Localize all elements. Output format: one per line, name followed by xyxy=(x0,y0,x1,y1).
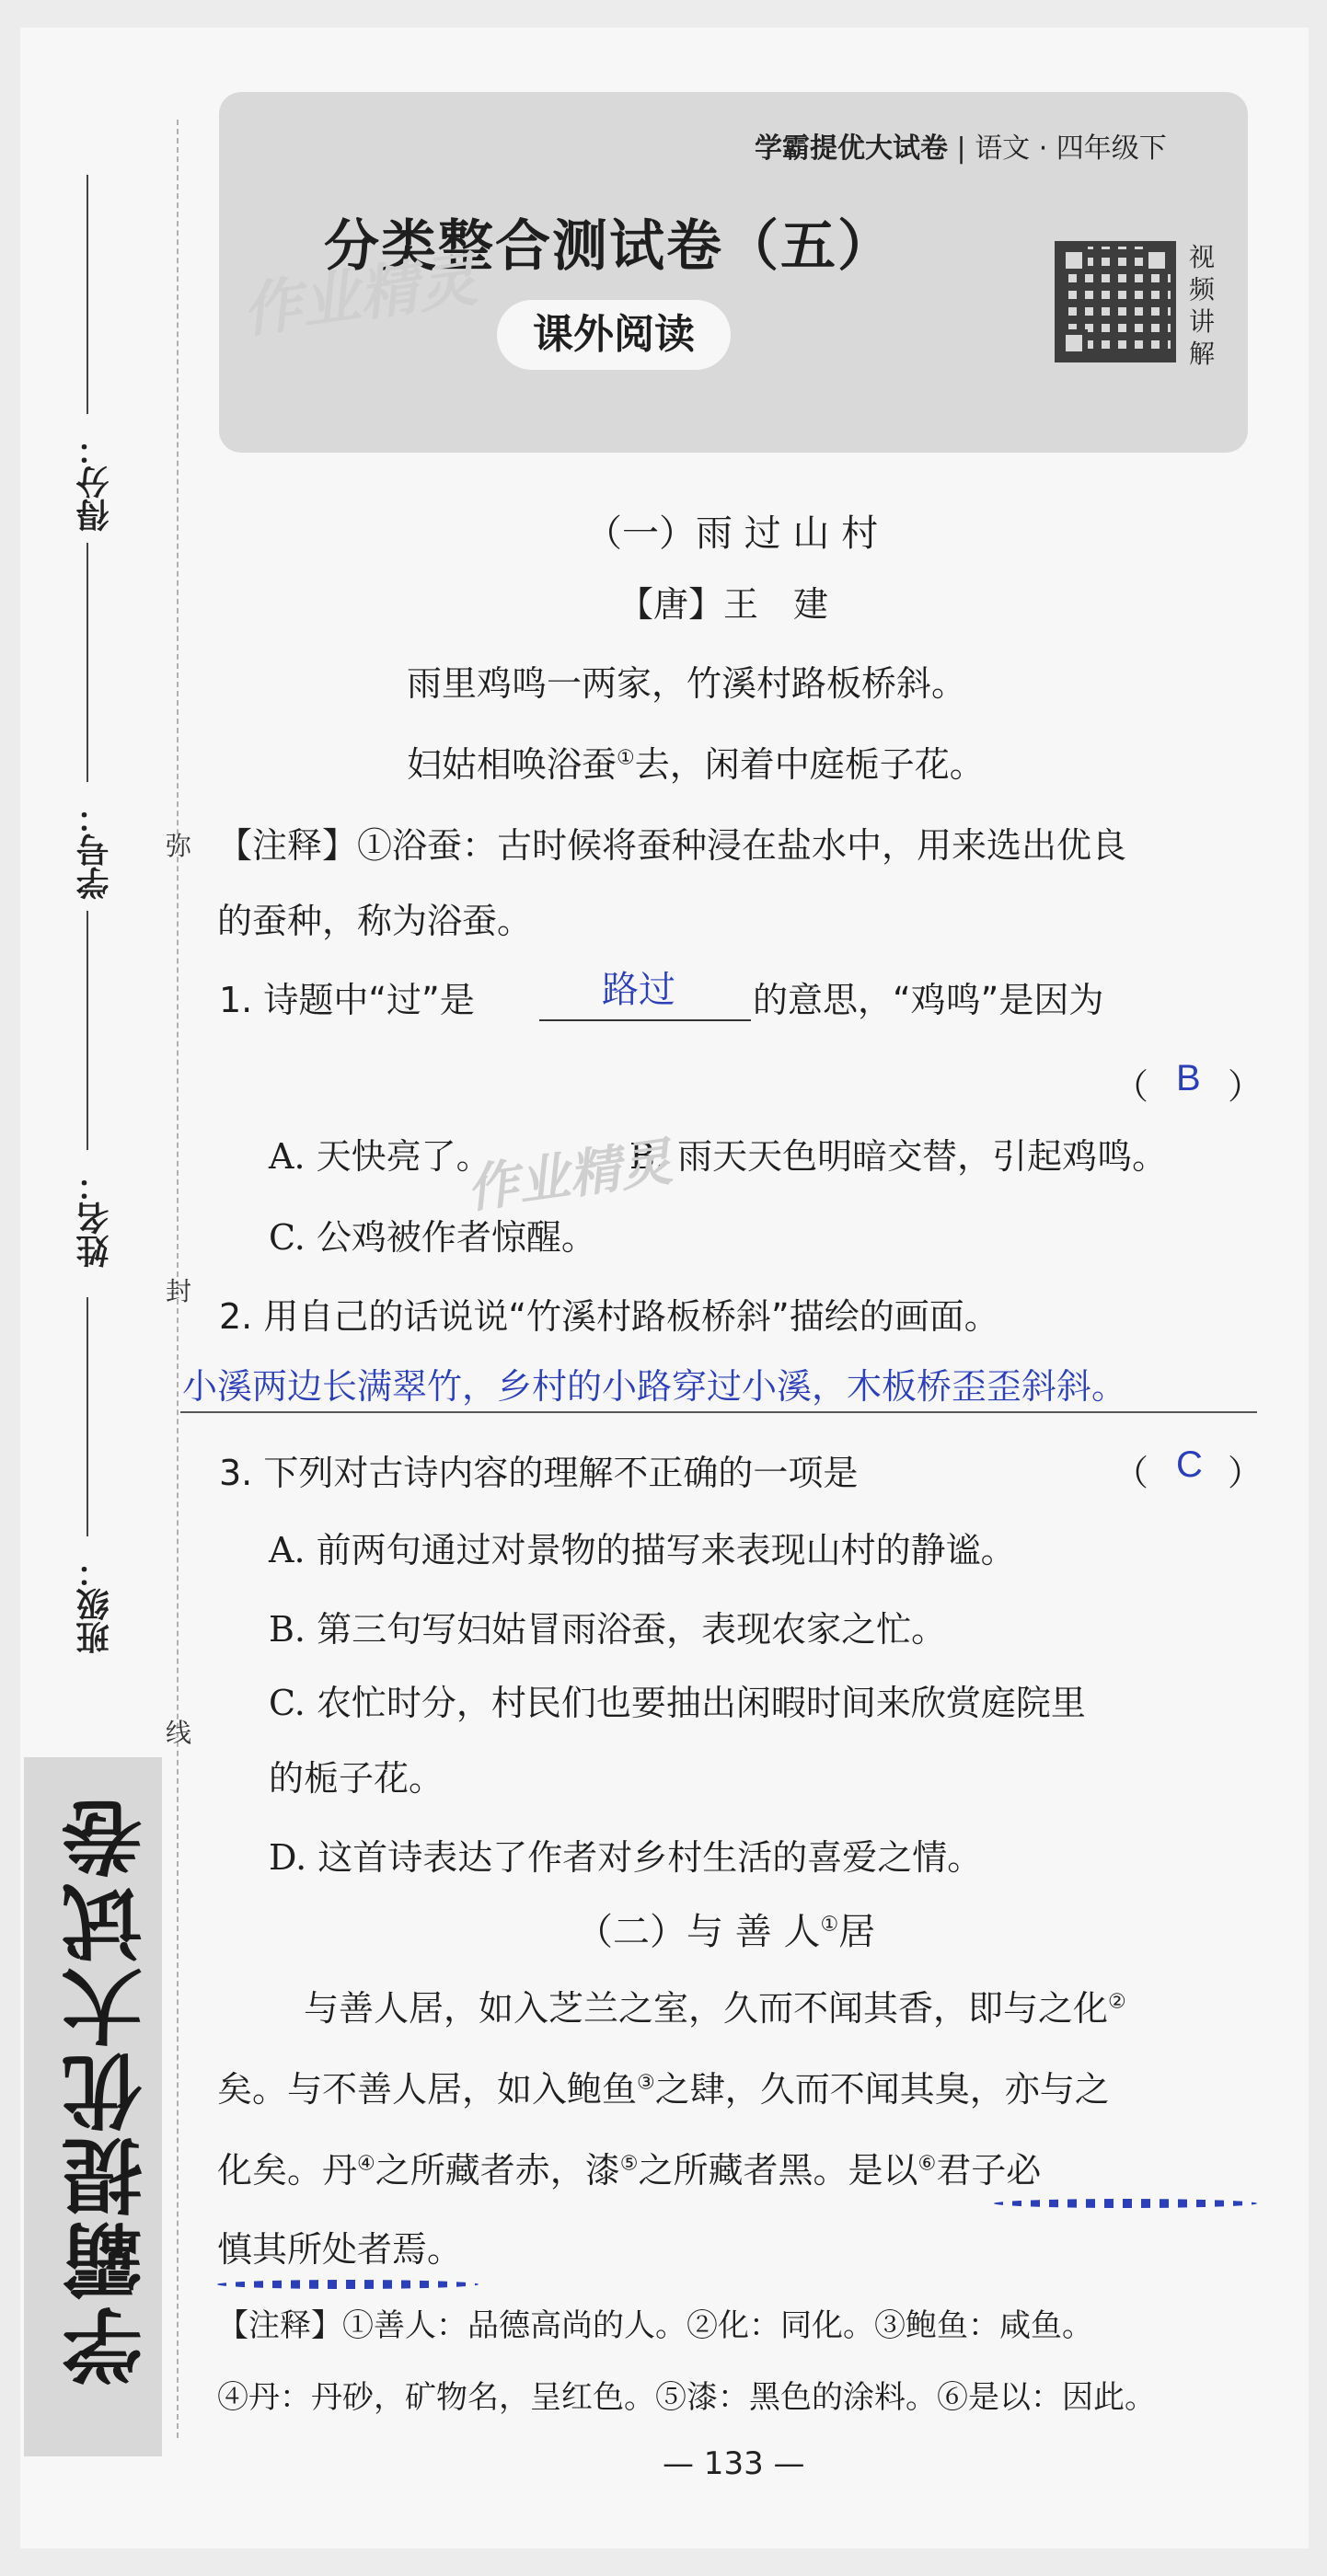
poem-heading: （一）雨 过 山 村 xyxy=(585,512,879,555)
q3-option-d[interactable]: D. 这首诗表达了作者对乡村生活的喜爱之情。 xyxy=(269,1837,983,1878)
poem-note-1: 【注释】①浴蚕：古时候将蚕种浸在盐水中，用来选出优良 xyxy=(217,825,1127,866)
q1-blank[interactable] xyxy=(539,1019,751,1021)
q3-paren-right: ） xyxy=(1228,1453,1264,1493)
footnote-mark: ⑥ xyxy=(917,2152,937,2176)
class-label: 班级： xyxy=(76,1555,114,1654)
cut-char-xian: 线 xyxy=(166,1718,192,1748)
score-line xyxy=(87,175,88,414)
watermark: 作业精灵 xyxy=(237,246,481,347)
footnote-mark: ② xyxy=(1108,1990,1126,2014)
passage2-line-3-c: 之所藏者黑。是以 xyxy=(638,2150,918,2191)
class-line xyxy=(87,1297,88,1536)
passage2-line-1 xyxy=(304,1980,1126,2030)
q2-answer-line xyxy=(180,1411,1257,1413)
poem-line-2-b: 去，闲着中庭栀子花。 xyxy=(634,744,985,785)
name-line xyxy=(87,911,88,1150)
qr-corner xyxy=(1143,247,1171,274)
series-subject: 语文 · 四年级下 xyxy=(975,132,1167,165)
q1-stem-a: 1. 诗题中“过”是 xyxy=(219,980,475,1020)
binding-strip xyxy=(20,28,167,2548)
footnote-mark: ① xyxy=(820,1913,839,1937)
q3-option-c-line2: 的栀子花。 xyxy=(269,1758,444,1799)
q1-option-a[interactable]: A. 天快亮了。 xyxy=(269,1136,491,1177)
watermark-2: 作业精灵 xyxy=(463,1132,676,1221)
passage2-line-2-b: 之肆，久而不闻其臭，亦与之 xyxy=(654,2069,1110,2110)
student-id-label: 学号： xyxy=(76,800,114,900)
q3-option-c-line1[interactable]: C. 农忙时分，村民们也要抽出闲暇时间来欣赏庭院里 xyxy=(269,1683,1086,1723)
series-brand: 学霸提优大试卷 xyxy=(755,132,948,165)
footnote-mark: ④ xyxy=(357,2152,375,2176)
q3-option-b[interactable]: B. 第三句写妇姑冒雨浴蚕，表现农家之忙。 xyxy=(269,1609,947,1650)
footnote-mark: ③ xyxy=(637,2071,655,2095)
q1-option-b[interactable]: B. 雨天天色明暗交替，引起鸡鸣。 xyxy=(629,1136,1168,1177)
q1-answer: 路过 xyxy=(602,970,675,1010)
q2-answer: 小溪两边长满翠竹，乡村的小路穿过小溪，木板桥歪歪斜斜。 xyxy=(182,1368,1127,1407)
q3-paren-left: （ xyxy=(1114,1453,1149,1493)
video-explain-label: 视频讲解 xyxy=(1189,242,1216,369)
passage2-line-3-a: 化矣。丹 xyxy=(217,2150,358,2191)
footnote-mark: ① xyxy=(617,746,635,770)
q3-option-a[interactable]: A. 前两句通过对景物的描写来表现山村的静谧。 xyxy=(269,1530,1016,1570)
q1-paren-left: （ xyxy=(1114,1066,1149,1107)
passage2-line-3-b: 之所藏者赤，漆 xyxy=(375,2150,620,2191)
qr-corner xyxy=(1060,247,1088,274)
student-id-line xyxy=(87,543,88,782)
subtitle-pill: 课外阅读 xyxy=(497,300,731,370)
q3-stem: 3. 下列对古诗内容的理解不正确的一项是 xyxy=(219,1453,859,1493)
page-title: 分类整合测试卷（五） xyxy=(324,214,894,279)
poem-line-2 xyxy=(407,736,985,787)
passage2-line-3 xyxy=(217,2142,1041,2192)
q1-choice: B xyxy=(1176,1058,1201,1098)
qr-code[interactable] xyxy=(1055,241,1176,362)
poem-author: 【唐】王 建 xyxy=(618,584,829,625)
qr-corner xyxy=(1060,329,1088,357)
poem-line-1: 雨里鸡鸣一两家，竹溪村路板桥斜。 xyxy=(407,663,967,704)
cut-char-mi: 弥 xyxy=(166,831,192,861)
score-label: 得分： xyxy=(76,432,114,532)
q1-option-c[interactable]: C. 公鸡被作者惊醒。 xyxy=(269,1217,596,1258)
poem-note-2: 的蚕种，称为浴蚕。 xyxy=(217,901,533,941)
poem-line-2-a: 妇姑相唤浴蚕 xyxy=(407,744,617,785)
cut-char-feng: 封 xyxy=(166,1276,192,1306)
series-label: 学霸提优大试卷 | 语文 · 四年级下 xyxy=(755,132,1167,165)
brand-strip xyxy=(24,1757,162,2456)
q1-stem-b: 的意思，“鸡鸣”是因为 xyxy=(753,980,1104,1020)
passage2-note-2: ④丹：丹砂，矿物名，呈红色。⑤漆：黑色的涂料。⑥是以：因此。 xyxy=(217,2379,1156,2416)
passage2-line-3-d: 君子必 xyxy=(936,2150,1042,2191)
name-label: 姓名： xyxy=(76,1168,114,1268)
passage2-heading xyxy=(576,1903,875,1955)
brand-text: 学霸提优大试卷 xyxy=(60,1794,156,2386)
wavy-underline xyxy=(994,2199,1257,2208)
wavy-underline xyxy=(217,2280,479,2289)
page-number: — 133 — xyxy=(663,2445,805,2482)
passage2-heading-b: 居 xyxy=(838,1911,876,1953)
q1-paren-right: ） xyxy=(1228,1066,1264,1107)
passage2-heading-a: （二）与 善 人 xyxy=(576,1911,821,1953)
footnote-mark: ⑤ xyxy=(619,2152,639,2176)
passage2-note-1: 【注释】①善人：品德高尚的人。②化：同化。③鲍鱼：咸鱼。 xyxy=(217,2307,1093,2344)
passage2-line-4: 慎其所处者焉。 xyxy=(217,2229,463,2270)
passage2-line-2-a: 矣。与不善人居，如入鲍鱼 xyxy=(217,2069,638,2110)
passage2-line-1-a: 与善人居，如入芝兰之室，久而不闻其香，即与之化 xyxy=(304,1988,1109,2029)
passage2-line-2 xyxy=(217,2061,1110,2111)
q2-stem: 2. 用自己的话说说“竹溪村路板桥斜”描绘的画面。 xyxy=(219,1296,999,1337)
q3-choice: C xyxy=(1176,1444,1203,1485)
